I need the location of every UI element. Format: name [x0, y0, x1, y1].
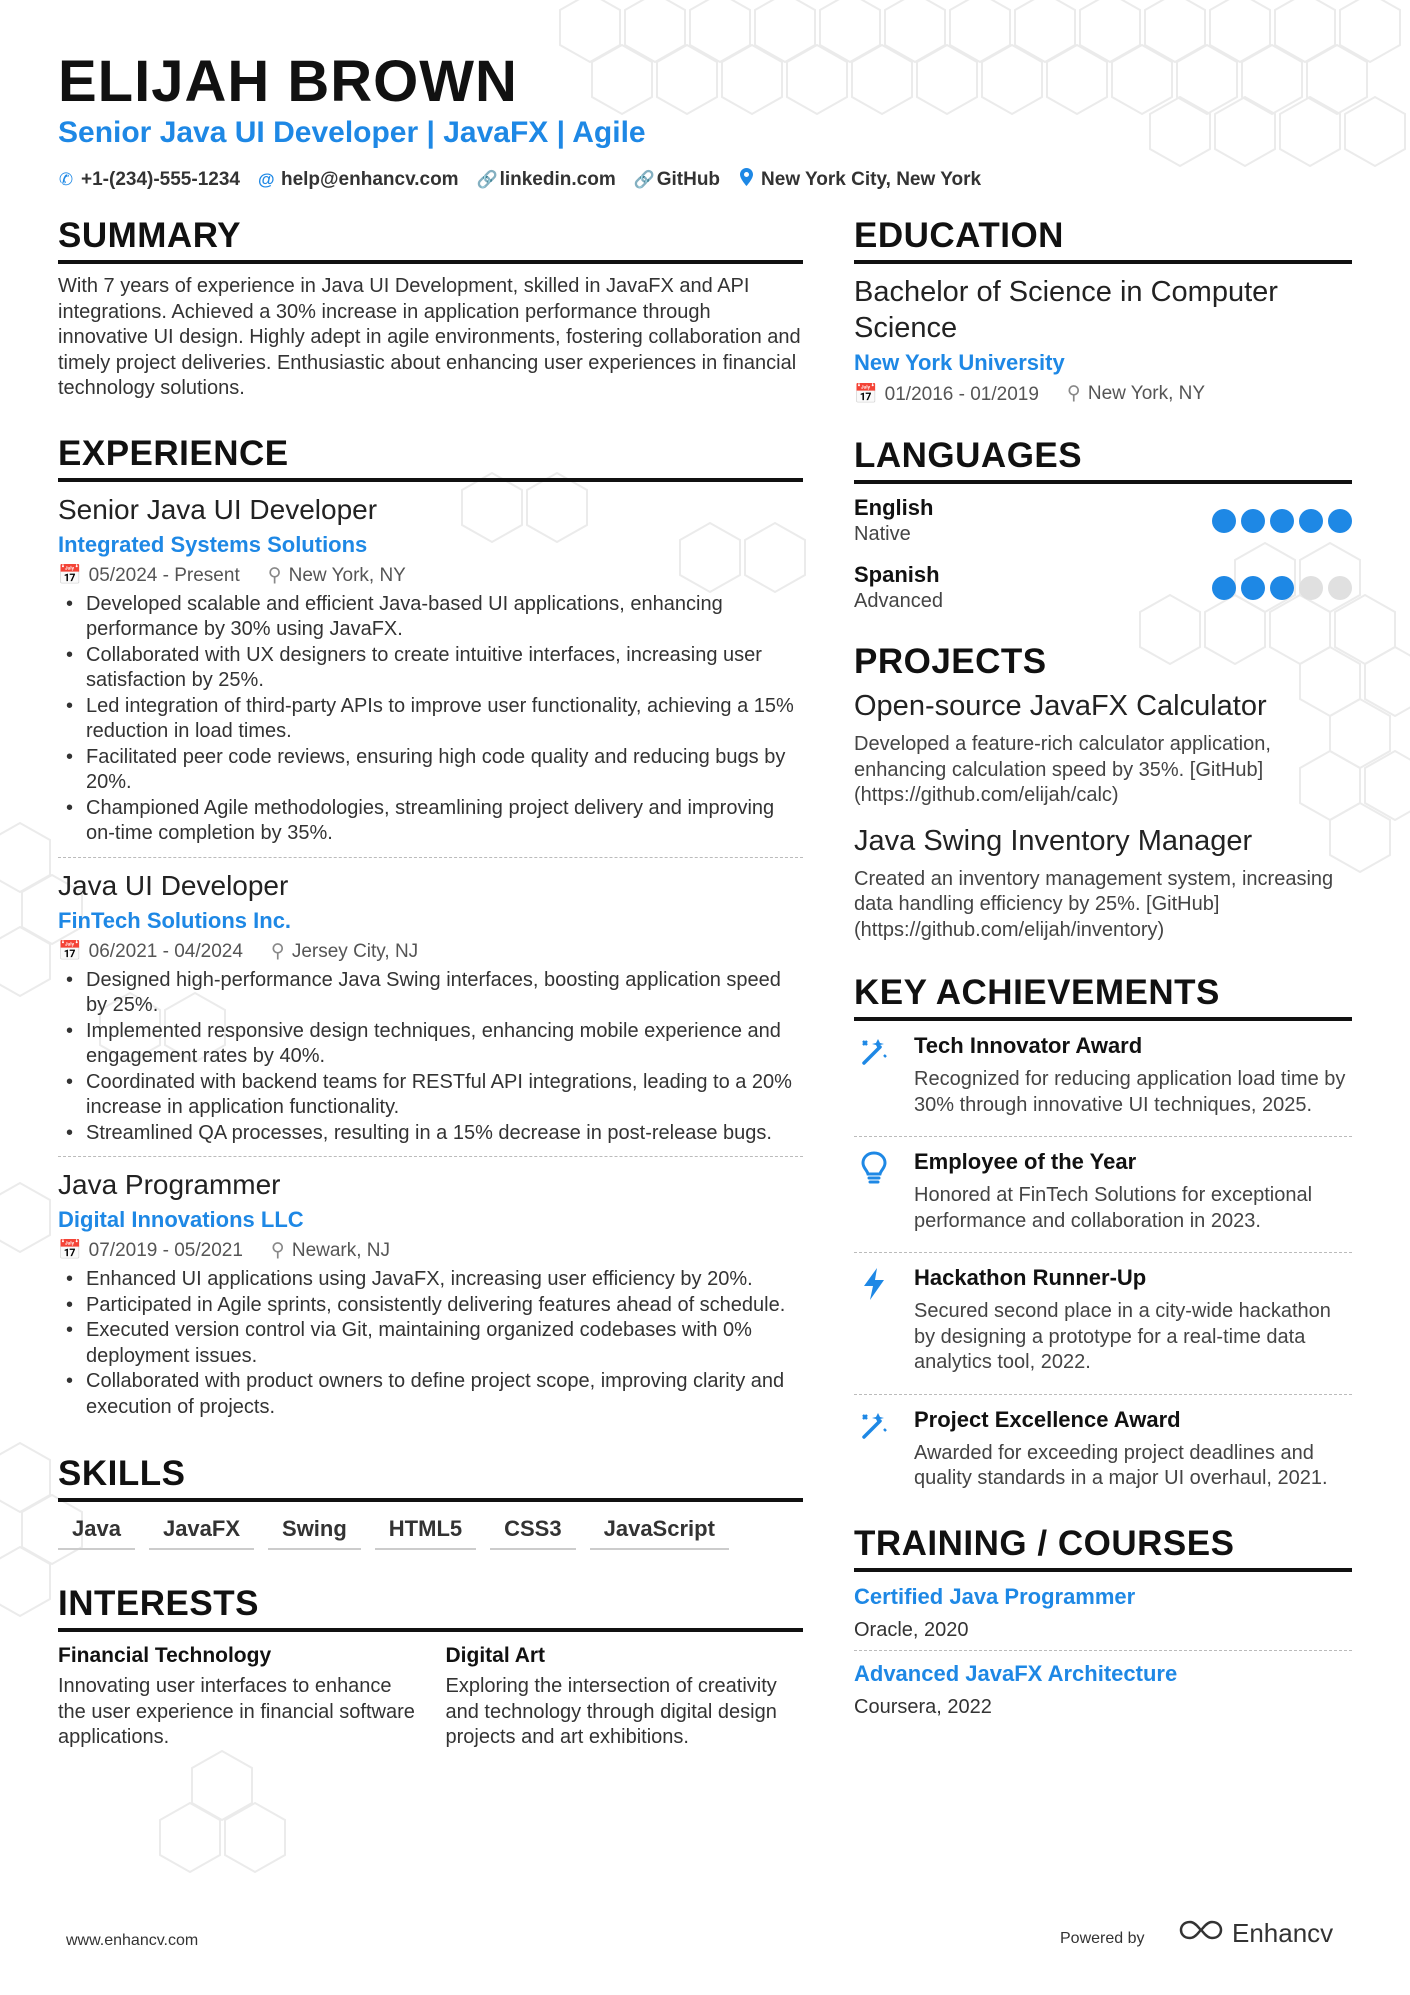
language-name: Spanish — [854, 562, 940, 587]
interests-heading: INTERESTS — [58, 1582, 803, 1632]
divider — [854, 1394, 1352, 1395]
achievements-heading: KEY ACHIEVEMENTS — [854, 971, 1352, 1021]
divider — [854, 1650, 1352, 1651]
interest-desc: Exploring the intersection of creativity and technology through digital design projects and art exhibitions. — [445, 1675, 777, 1748]
job-bullet: • Coordinated with backend teams for RESTful API integrations, leading to a 20% increase in application functionality. — [58, 1070, 803, 1121]
job-entry — [58, 492, 803, 847]
calendar-icon: 📅 — [854, 384, 878, 405]
footer-url[interactable]: www.enhancv.com — [66, 1932, 199, 1949]
job-location: Newark, NJ — [291, 1240, 391, 1261]
job-company: FinTech Solutions Inc. — [58, 907, 292, 933]
achievement-desc: Awarded for exceeding project deadlines and quality standards in a major UI overhaul, 2021. — [914, 1441, 1328, 1489]
job-entry — [58, 868, 803, 1147]
contact-linkedin-text: linkedin.com — [499, 168, 616, 190]
calendar-icon: 📅 — [58, 940, 82, 962]
achievement-title: Hackathon Runner-Up — [914, 1265, 1147, 1290]
course-title: Advanced JavaFX Architecture — [854, 1660, 1178, 1686]
achievement-title: Employee of the Year — [914, 1149, 1137, 1174]
candidate-title: Senior Java UI Developer | JavaFX | Agile — [58, 116, 646, 149]
experience-heading: EXPERIENCE — [58, 432, 803, 482]
job-bullet: • Collaborated with product owners to define project scope, improving clarity and execution of projects. — [58, 1369, 803, 1420]
calendar-icon: 📅 — [58, 564, 82, 586]
achievement-item — [854, 1405, 1352, 1500]
skill-tag: Swing — [268, 1512, 361, 1550]
candidate-name: ELIJAH BROWN — [58, 49, 518, 114]
job-bullet: • Collaborated with UX designers to create intuitive interfaces, increasing user satisfaction by 25%. — [58, 643, 803, 694]
rating-dot — [1328, 576, 1352, 600]
language-item — [854, 561, 1352, 614]
interest-item — [446, 1642, 804, 1751]
interest-title: Financial Technology — [58, 1644, 272, 1667]
job-bullets — [58, 592, 803, 847]
job-bullet: • Led integration of third-party APIs to improve user functionality, achieving a 15% reduction in load times. — [58, 694, 803, 745]
achievement-title: Project Excellence Award — [914, 1406, 1181, 1432]
course-provider: Oracle, 2020 — [854, 1618, 969, 1641]
language-rating — [1212, 576, 1352, 600]
brand-logo[interactable] — [1178, 1918, 1333, 1949]
course-provider: Coursera, 2022 — [854, 1695, 992, 1718]
rating-dot — [1212, 576, 1236, 600]
location-pin-icon: ⚲ — [270, 1240, 285, 1261]
job-bullet: • Participated in Agile sprints, consistently delivering features ahead of schedule. — [58, 1293, 803, 1319]
divider — [58, 857, 803, 858]
infinity-logo-icon — [1178, 1918, 1224, 1949]
job-bullet: • Enhanced UI applications using JavaFX, increasing user efficiency by 20%. — [58, 1267, 803, 1293]
education-school: New York University — [854, 350, 1065, 375]
contact-email[interactable] — [258, 168, 459, 191]
skill-tag: Java — [58, 1512, 135, 1550]
interest-desc: Innovating user interfaces to enhance the user experience in financial software applications. — [58, 1675, 415, 1748]
summary-heading: SUMMARY — [58, 214, 803, 264]
rating-dot — [1241, 509, 1265, 533]
rating-dot — [1241, 576, 1265, 600]
education-dates: 01/2016 - 01/2019 — [884, 384, 1039, 405]
rating-dot — [1299, 509, 1323, 533]
job-bullets — [58, 968, 803, 1147]
job-bullets — [58, 1267, 803, 1420]
job-meta — [58, 563, 803, 589]
rating-dot — [1299, 576, 1323, 600]
job-bullet: • Designed high-performance Java Swing interfaces, boosting application speed by 25%. — [58, 968, 803, 1019]
job-meta — [58, 1238, 803, 1264]
achievement-item — [854, 1147, 1352, 1242]
achievement-item — [854, 1263, 1352, 1384]
rating-dot — [1270, 509, 1294, 533]
job-dates: 07/2019 - 05/2021 — [88, 1240, 243, 1261]
rating-dot — [1270, 576, 1294, 600]
skill-tag: JavaScript — [590, 1512, 729, 1550]
education-location: New York, NY — [1087, 383, 1206, 404]
achievement-desc: Secured second place in a city-wide hackathon by designing a prototype for a real-time data analytics tool, 2022. — [914, 1300, 1331, 1373]
summary-text: With 7 years of experience in Java UI Development, skilled in JavaFX and API integrations. Achieved a 30% increase in application performance through innovative UI design. Highly adept in agile environments, fostering collaboration and timely project deliveries. Enthusiastic about enhancing user experiences in financial technology solutions. — [58, 275, 801, 399]
achievement-desc: Recognized for reducing application load time by 30% through innovative UI techniques, 2025. — [914, 1068, 1346, 1116]
phone-icon: ✆ — [58, 169, 74, 189]
job-dates: 06/2021 - 04/2024 — [88, 940, 243, 962]
project-desc: Created an inventory management system, increasing data handling efficiency by 25%. [GitHub](https://github.com/elijah/inventory) — [854, 867, 1334, 941]
skill-tag: CSS3 — [490, 1512, 575, 1550]
skills-heading: SKILLS — [58, 1452, 803, 1502]
calendar-icon: 📅 — [58, 1240, 82, 1261]
job-bullet: • Executed version control via Git, maintaining organized codebases with 0% deployment issues. — [58, 1318, 803, 1369]
right-column — [854, 214, 1352, 1721]
contact-github[interactable] — [634, 168, 720, 191]
contact-linkedin[interactable] — [477, 168, 616, 191]
job-dates: 05/2024 - Present — [88, 564, 240, 586]
interest-item — [58, 1642, 416, 1751]
job-company: Integrated Systems Solutions — [58, 531, 368, 557]
languages-heading: LANGUAGES — [854, 434, 1352, 484]
left-column — [58, 214, 803, 1751]
education-heading: EDUCATION — [854, 214, 1352, 264]
brand-name: Enhancv — [1232, 1918, 1334, 1948]
language-item — [854, 494, 1352, 547]
magic-wand-icon — [854, 1405, 894, 1492]
divider — [854, 1136, 1352, 1137]
achievement-item — [854, 1031, 1352, 1126]
job-bullet: • Facilitated peer code reviews, ensuring high code quality and reducing bugs by 20%. — [58, 745, 803, 796]
job-bullet: • Developed scalable and efficient Java-based UI applications, enhancing performance by 30% using JavaFX. — [58, 592, 803, 643]
magic-wand-icon — [854, 1031, 894, 1118]
course-title: Certified Java Programmer — [854, 1583, 1136, 1609]
projects-heading: PROJECTS — [854, 642, 1047, 681]
education-degree: Bachelor of Science in Computer Science — [854, 276, 1278, 344]
link-icon: 🔗 — [476, 169, 498, 189]
job-bullet: • Implemented responsive design techniques, enhancing mobile experience and engagement rates by 40%. — [58, 1019, 803, 1070]
contact-phone-text: +1-(234)-555-1234 — [81, 168, 240, 190]
course-item — [854, 1659, 1352, 1721]
job-meta — [58, 939, 803, 965]
interests-list — [58, 1642, 803, 1751]
job-title: Java Programmer — [58, 1169, 281, 1200]
skill-tag: JavaFX — [149, 1512, 254, 1550]
project-title: Open-source JavaFX Calculator — [854, 690, 1267, 722]
powered-by-label: Powered by — [1060, 1930, 1145, 1947]
job-company: Digital Innovations LLC — [58, 1207, 304, 1232]
language-level: Native — [854, 523, 911, 545]
interest-title: Digital Art — [445, 1644, 546, 1667]
location-pin-icon — [738, 168, 754, 191]
language-rating — [1212, 509, 1352, 533]
education-meta — [854, 382, 1352, 406]
contact-bar — [58, 168, 981, 191]
divider — [854, 1252, 1352, 1253]
project-title: Java Swing Inventory Manager — [854, 824, 1253, 857]
contact-location — [738, 168, 981, 191]
job-location: New York, NY — [288, 564, 406, 586]
location-pin-icon: ⚲ — [270, 940, 285, 962]
job-title: Java UI Developer — [58, 869, 289, 901]
contact-email-text: help@enhancv.com — [280, 168, 459, 190]
skill-tag: HTML5 — [375, 1512, 476, 1550]
rating-dot — [1212, 509, 1236, 533]
lightning-icon — [854, 1263, 894, 1376]
lightbulb-icon — [854, 1147, 894, 1234]
rating-dot — [1328, 509, 1352, 533]
project-desc: Developed a feature-rich calculator application, enhancing calculation speed by 35%. [GitHub](https://github.com/elijah/calc) — [854, 733, 1271, 806]
achievement-title: Tech Innovator Award — [914, 1033, 1143, 1058]
job-entry — [58, 1167, 803, 1420]
training-heading: TRAINING / COURSES — [854, 1522, 1352, 1572]
job-location: Jersey City, NJ — [291, 940, 419, 962]
contact-phone[interactable] — [58, 168, 240, 191]
job-title: Senior Java UI Developer — [58, 493, 378, 525]
contact-location-text: New York City, New York — [761, 168, 982, 190]
divider — [58, 1156, 803, 1157]
job-bullet: • Championed Agile methodologies, streamlining project delivery and improving on-time completion by 35%. — [58, 796, 803, 847]
contact-github-text: GitHub — [656, 168, 721, 190]
location-pin-icon: ⚲ — [1066, 383, 1081, 404]
language-name: English — [854, 495, 934, 520]
job-bullet: • Streamlined QA processes, resulting in a 15% decrease in post-release bugs. — [58, 1121, 803, 1147]
skills-list — [58, 1512, 803, 1550]
at-icon: @ — [257, 169, 275, 189]
course-item — [854, 1582, 1352, 1644]
language-level: Advanced — [854, 590, 943, 612]
link-icon: 🔗 — [633, 169, 655, 189]
achievement-desc: Honored at FinTech Solutions for exceptional performance and collaboration in 2023. — [914, 1184, 1313, 1232]
location-pin-icon: ⚲ — [267, 564, 282, 586]
